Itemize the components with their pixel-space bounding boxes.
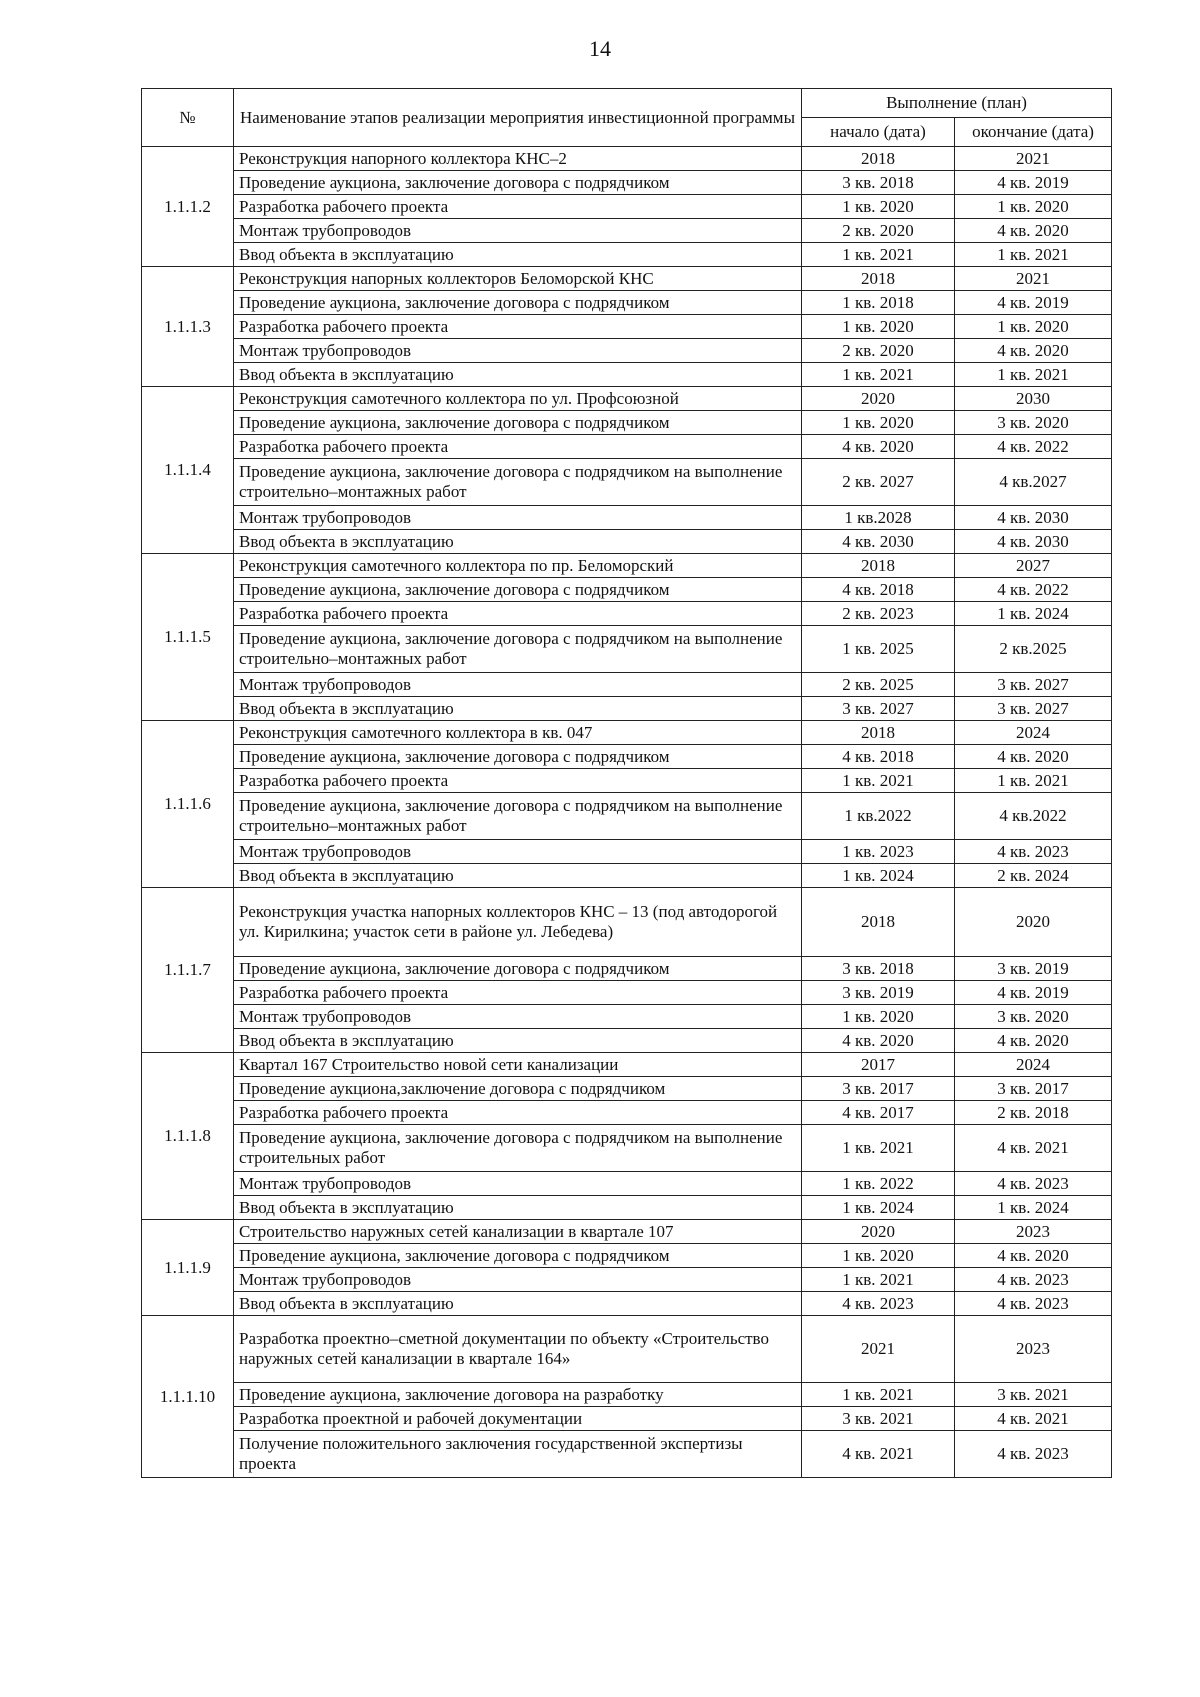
end-date: 4 кв. 2023 — [955, 1268, 1112, 1292]
stage-name: Разработка проектно–сметной документации по объекту «Строительство наружных сетей канализации в квартале 164» — [234, 1316, 802, 1383]
stage-name: Проведение аукциона,заключение договора с подрядчиком — [234, 1077, 802, 1101]
table-row — [142, 673, 1112, 697]
header-end-date: окончание (дата) — [955, 118, 1112, 147]
start-date: 4 кв. 2017 — [802, 1101, 955, 1125]
stage-name: Разработка проектной и рабочей документации — [234, 1407, 802, 1431]
table-row — [142, 530, 1112, 554]
stage-name: Разработка рабочего проекта — [234, 195, 802, 219]
table-row — [142, 1101, 1112, 1125]
start-date: 4 кв. 2030 — [802, 530, 955, 554]
table-row — [142, 1244, 1112, 1268]
start-date: 2 кв. 2023 — [802, 602, 955, 626]
stage-name: Проведение аукциона, заключение договора с подрядчиком на выполнение строительно–монтажных работ — [234, 793, 802, 840]
table-row — [142, 697, 1112, 721]
table-row — [142, 459, 1112, 506]
stage-name: Ввод объекта в эксплуатацию — [234, 530, 802, 554]
end-date: 4 кв. 2020 — [955, 339, 1112, 363]
table-row — [142, 363, 1112, 387]
start-date: 1 кв. 2021 — [802, 1383, 955, 1407]
end-date: 1 кв. 2021 — [955, 243, 1112, 267]
stage-name: Монтаж трубопроводов — [234, 506, 802, 530]
item-number: 1.1.1.2 — [142, 147, 234, 267]
start-date: 1 кв.2022 — [802, 793, 955, 840]
start-date: 1 кв. 2020 — [802, 315, 955, 339]
header-number: № — [142, 89, 234, 147]
end-date: 1 кв. 2021 — [955, 363, 1112, 387]
stage-name: Проведение аукциона, заключение договора с подрядчиком — [234, 411, 802, 435]
start-date: 3 кв. 2027 — [802, 697, 955, 721]
end-date: 1 кв. 2021 — [955, 769, 1112, 793]
end-date: 4 кв.2027 — [955, 459, 1112, 506]
item-number: 1.1.1.6 — [142, 721, 234, 888]
end-date: 2030 — [955, 387, 1112, 411]
stage-name: Проведение аукциона, заключение договора с подрядчиком — [234, 578, 802, 602]
start-date: 2 кв. 2020 — [802, 339, 955, 363]
start-date: 4 кв. 2020 — [802, 435, 955, 459]
end-date: 2024 — [955, 721, 1112, 745]
start-date: 3 кв. 2019 — [802, 981, 955, 1005]
end-date: 2024 — [955, 1053, 1112, 1077]
table-row — [142, 1053, 1112, 1077]
end-date: 1 кв. 2024 — [955, 1196, 1112, 1220]
start-date: 2018 — [802, 554, 955, 578]
table-row — [142, 243, 1112, 267]
stage-name: Разработка рабочего проекта — [234, 435, 802, 459]
end-date: 4 кв. 2020 — [955, 1244, 1112, 1268]
start-date: 1 кв. 2023 — [802, 840, 955, 864]
end-date: 4 кв. 2020 — [955, 219, 1112, 243]
end-date: 4 кв. 2019 — [955, 981, 1112, 1005]
start-date: 1 кв. 2020 — [802, 411, 955, 435]
start-date: 3 кв. 2018 — [802, 957, 955, 981]
stage-name: Монтаж трубопроводов — [234, 840, 802, 864]
table-row — [142, 602, 1112, 626]
table-row — [142, 721, 1112, 745]
end-date: 4 кв.2022 — [955, 793, 1112, 840]
table-row — [142, 1077, 1112, 1101]
table-row — [142, 1005, 1112, 1029]
investment-schedule-table — [141, 88, 1112, 1478]
table-row — [142, 981, 1112, 1005]
start-date: 4 кв. 2023 — [802, 1292, 955, 1316]
start-date: 2018 — [802, 721, 955, 745]
stage-name: Проведение аукциона, заключение договора с подрядчиком на выполнение строительно–монтажных работ — [234, 459, 802, 506]
end-date: 4 кв. 2030 — [955, 506, 1112, 530]
end-date: 4 кв. 2022 — [955, 435, 1112, 459]
table-row — [142, 888, 1112, 957]
end-date: 2021 — [955, 147, 1112, 171]
end-date: 3 кв. 2027 — [955, 697, 1112, 721]
table-row — [142, 1383, 1112, 1407]
end-date: 3 кв. 2027 — [955, 673, 1112, 697]
start-date: 2018 — [802, 888, 955, 957]
end-date: 4 кв. 2023 — [955, 1292, 1112, 1316]
table-row — [142, 1196, 1112, 1220]
table-row — [142, 864, 1112, 888]
start-date: 4 кв. 2018 — [802, 578, 955, 602]
item-number: 1.1.1.5 — [142, 554, 234, 721]
table-row — [142, 626, 1112, 673]
end-date: 3 кв. 2021 — [955, 1383, 1112, 1407]
start-date: 2018 — [802, 267, 955, 291]
stage-name: Ввод объекта в эксплуатацию — [234, 864, 802, 888]
stage-name: Разработка рабочего проекта — [234, 602, 802, 626]
header-execution-plan: Выполнение (план) — [802, 89, 1112, 118]
stage-name: Квартал 167 Строительство новой сети канализации — [234, 1053, 802, 1077]
stage-name: Проведение аукциона, заключение договора с подрядчиком — [234, 291, 802, 315]
end-date: 2 кв. 2024 — [955, 864, 1112, 888]
stage-name: Монтаж трубопроводов — [234, 1268, 802, 1292]
start-date: 1 кв. 2024 — [802, 1196, 955, 1220]
start-date: 1 кв. 2020 — [802, 1244, 955, 1268]
start-date: 2017 — [802, 1053, 955, 1077]
end-date: 4 кв. 2023 — [955, 840, 1112, 864]
stage-name: Разработка рабочего проекта — [234, 769, 802, 793]
start-date: 1 кв. 2022 — [802, 1172, 955, 1196]
stage-name: Монтаж трубопроводов — [234, 219, 802, 243]
start-date: 1 кв.2028 — [802, 506, 955, 530]
table-row — [142, 195, 1112, 219]
start-date: 1 кв. 2021 — [802, 1125, 955, 1172]
table-row — [142, 291, 1112, 315]
stage-name: Проведение аукциона, заключение договора с подрядчиком — [234, 745, 802, 769]
table-row — [142, 1407, 1112, 1431]
stage-name: Реконструкция самотечного коллектора по пр. Беломорский — [234, 554, 802, 578]
stage-name: Проведение аукциона, заключение договора с подрядчиком — [234, 171, 802, 195]
end-date: 4 кв. 2022 — [955, 578, 1112, 602]
table-row — [142, 339, 1112, 363]
stage-name: Монтаж трубопроводов — [234, 1005, 802, 1029]
table-row — [142, 1125, 1112, 1172]
table-row — [142, 435, 1112, 459]
table-row — [142, 315, 1112, 339]
table-row — [142, 411, 1112, 435]
end-date: 4 кв. 2020 — [955, 745, 1112, 769]
table-row — [142, 267, 1112, 291]
table-row — [142, 1220, 1112, 1244]
start-date: 2021 — [802, 1316, 955, 1383]
end-date: 3 кв. 2020 — [955, 411, 1112, 435]
end-date: 2027 — [955, 554, 1112, 578]
start-date: 3 кв. 2021 — [802, 1407, 955, 1431]
start-date: 4 кв. 2018 — [802, 745, 955, 769]
start-date: 1 кв. 2020 — [802, 195, 955, 219]
start-date: 1 кв. 2021 — [802, 1268, 955, 1292]
table-row — [142, 578, 1112, 602]
page-number: 14 — [589, 36, 611, 61]
table-row — [142, 1268, 1112, 1292]
start-date: 2018 — [802, 147, 955, 171]
stage-name: Ввод объекта в эксплуатацию — [234, 363, 802, 387]
table-row — [142, 219, 1112, 243]
start-date: 1 кв. 2021 — [802, 363, 955, 387]
start-date: 1 кв. 2024 — [802, 864, 955, 888]
start-date: 1 кв. 2021 — [802, 769, 955, 793]
end-date: 3 кв. 2020 — [955, 1005, 1112, 1029]
stage-name: Монтаж трубопроводов — [234, 339, 802, 363]
start-date: 2020 — [802, 1220, 955, 1244]
table-row — [142, 387, 1112, 411]
table-row — [142, 745, 1112, 769]
end-date: 3 кв. 2019 — [955, 957, 1112, 981]
schedule-body — [142, 147, 1112, 1478]
stage-name: Проведение аукциона, заключение договора с подрядчиком на выполнение строительно–монтажных работ — [234, 626, 802, 673]
start-date: 3 кв. 2017 — [802, 1077, 955, 1101]
stage-name: Проведение аукциона, заключение договора с подрядчиком — [234, 1244, 802, 1268]
end-date: 2023 — [955, 1316, 1112, 1383]
start-date: 4 кв. 2020 — [802, 1029, 955, 1053]
end-date: 4 кв. 2023 — [955, 1172, 1112, 1196]
start-date: 2 кв. 2027 — [802, 459, 955, 506]
stage-name: Реконструкция самотечного коллектора по ул. Профсоюзной — [234, 387, 802, 411]
end-date: 2020 — [955, 888, 1112, 957]
item-number: 1.1.1.10 — [142, 1316, 234, 1478]
item-number: 1.1.1.9 — [142, 1220, 234, 1316]
end-date: 3 кв. 2017 — [955, 1077, 1112, 1101]
end-date: 4 кв. 2021 — [955, 1407, 1112, 1431]
stage-name: Строительство наружных сетей канализации в квартале 107 — [234, 1220, 802, 1244]
start-date: 2020 — [802, 387, 955, 411]
table-row — [142, 840, 1112, 864]
end-date: 4 кв. 2019 — [955, 171, 1112, 195]
table-row — [142, 1029, 1112, 1053]
stage-name: Реконструкция напорного коллектора КНС–2 — [234, 147, 802, 171]
item-number: 1.1.1.3 — [142, 267, 234, 387]
table-row — [142, 171, 1112, 195]
stage-name: Проведение аукциона, заключение договора с подрядчиком — [234, 957, 802, 981]
end-date: 1 кв. 2020 — [955, 195, 1112, 219]
end-date: 4 кв. 2021 — [955, 1125, 1112, 1172]
stage-name: Ввод объекта в эксплуатацию — [234, 1292, 802, 1316]
start-date: 1 кв. 2025 — [802, 626, 955, 673]
table-row — [142, 1172, 1112, 1196]
table-row — [142, 1292, 1112, 1316]
end-date: 2 кв.2025 — [955, 626, 1112, 673]
header-stage-name: Наименование этапов реализации мероприятия инвестиционной программы — [234, 89, 802, 147]
end-date: 1 кв. 2020 — [955, 315, 1112, 339]
table-row — [142, 554, 1112, 578]
start-date: 3 кв. 2018 — [802, 171, 955, 195]
item-number: 1.1.1.4 — [142, 387, 234, 554]
start-date: 2 кв. 2020 — [802, 219, 955, 243]
stage-name: Получение положительного заключения государственной экспертизы проекта — [234, 1431, 802, 1478]
end-date: 2023 — [955, 1220, 1112, 1244]
stage-name: Реконструкция самотечного коллектора в кв. 047 — [234, 721, 802, 745]
table-row — [142, 769, 1112, 793]
end-date: 4 кв. 2023 — [955, 1431, 1112, 1478]
stage-name: Монтаж трубопроводов — [234, 673, 802, 697]
item-number: 1.1.1.8 — [142, 1053, 234, 1220]
stage-name: Монтаж трубопроводов — [234, 1172, 802, 1196]
stage-name: Проведение аукциона, заключение договора на разработку — [234, 1383, 802, 1407]
end-date: 2021 — [955, 267, 1112, 291]
stage-name: Реконструкция напорных коллекторов Беломорской КНС — [234, 267, 802, 291]
stage-name: Разработка рабочего проекта — [234, 1101, 802, 1125]
start-date: 1 кв. 2020 — [802, 1005, 955, 1029]
table-row — [142, 506, 1112, 530]
stage-name: Ввод объекта в эксплуатацию — [234, 1196, 802, 1220]
stage-name: Разработка рабочего проекта — [234, 981, 802, 1005]
start-date: 1 кв. 2021 — [802, 243, 955, 267]
stage-name: Ввод объекта в эксплуатацию — [234, 697, 802, 721]
table-row — [142, 147, 1112, 171]
item-number: 1.1.1.7 — [142, 888, 234, 1053]
end-date: 1 кв. 2024 — [955, 602, 1112, 626]
table-row — [142, 1316, 1112, 1383]
stage-name: Реконструкция участка напорных коллекторов КНС – 13 (под автодорогой ул. Кирилкина; участок сети в районе ул. Лебедева) — [234, 888, 802, 957]
start-date: 1 кв. 2018 — [802, 291, 955, 315]
end-date: 4 кв. 2020 — [955, 1029, 1112, 1053]
start-date: 2 кв. 2025 — [802, 673, 955, 697]
table-row — [142, 957, 1112, 981]
end-date: 4 кв. 2030 — [955, 530, 1112, 554]
end-date: 4 кв. 2019 — [955, 291, 1112, 315]
table-row — [142, 1431, 1112, 1478]
stage-name: Ввод объекта в эксплуатацию — [234, 243, 802, 267]
stage-name: Ввод объекта в эксплуатацию — [234, 1029, 802, 1053]
end-date: 2 кв. 2018 — [955, 1101, 1112, 1125]
stage-name: Проведение аукциона, заключение договора с подрядчиком на выполнение строительных работ — [234, 1125, 802, 1172]
start-date: 4 кв. 2021 — [802, 1431, 955, 1478]
stage-name: Разработка рабочего проекта — [234, 315, 802, 339]
table-row — [142, 793, 1112, 840]
header-start-date: начало (дата) — [802, 118, 955, 147]
